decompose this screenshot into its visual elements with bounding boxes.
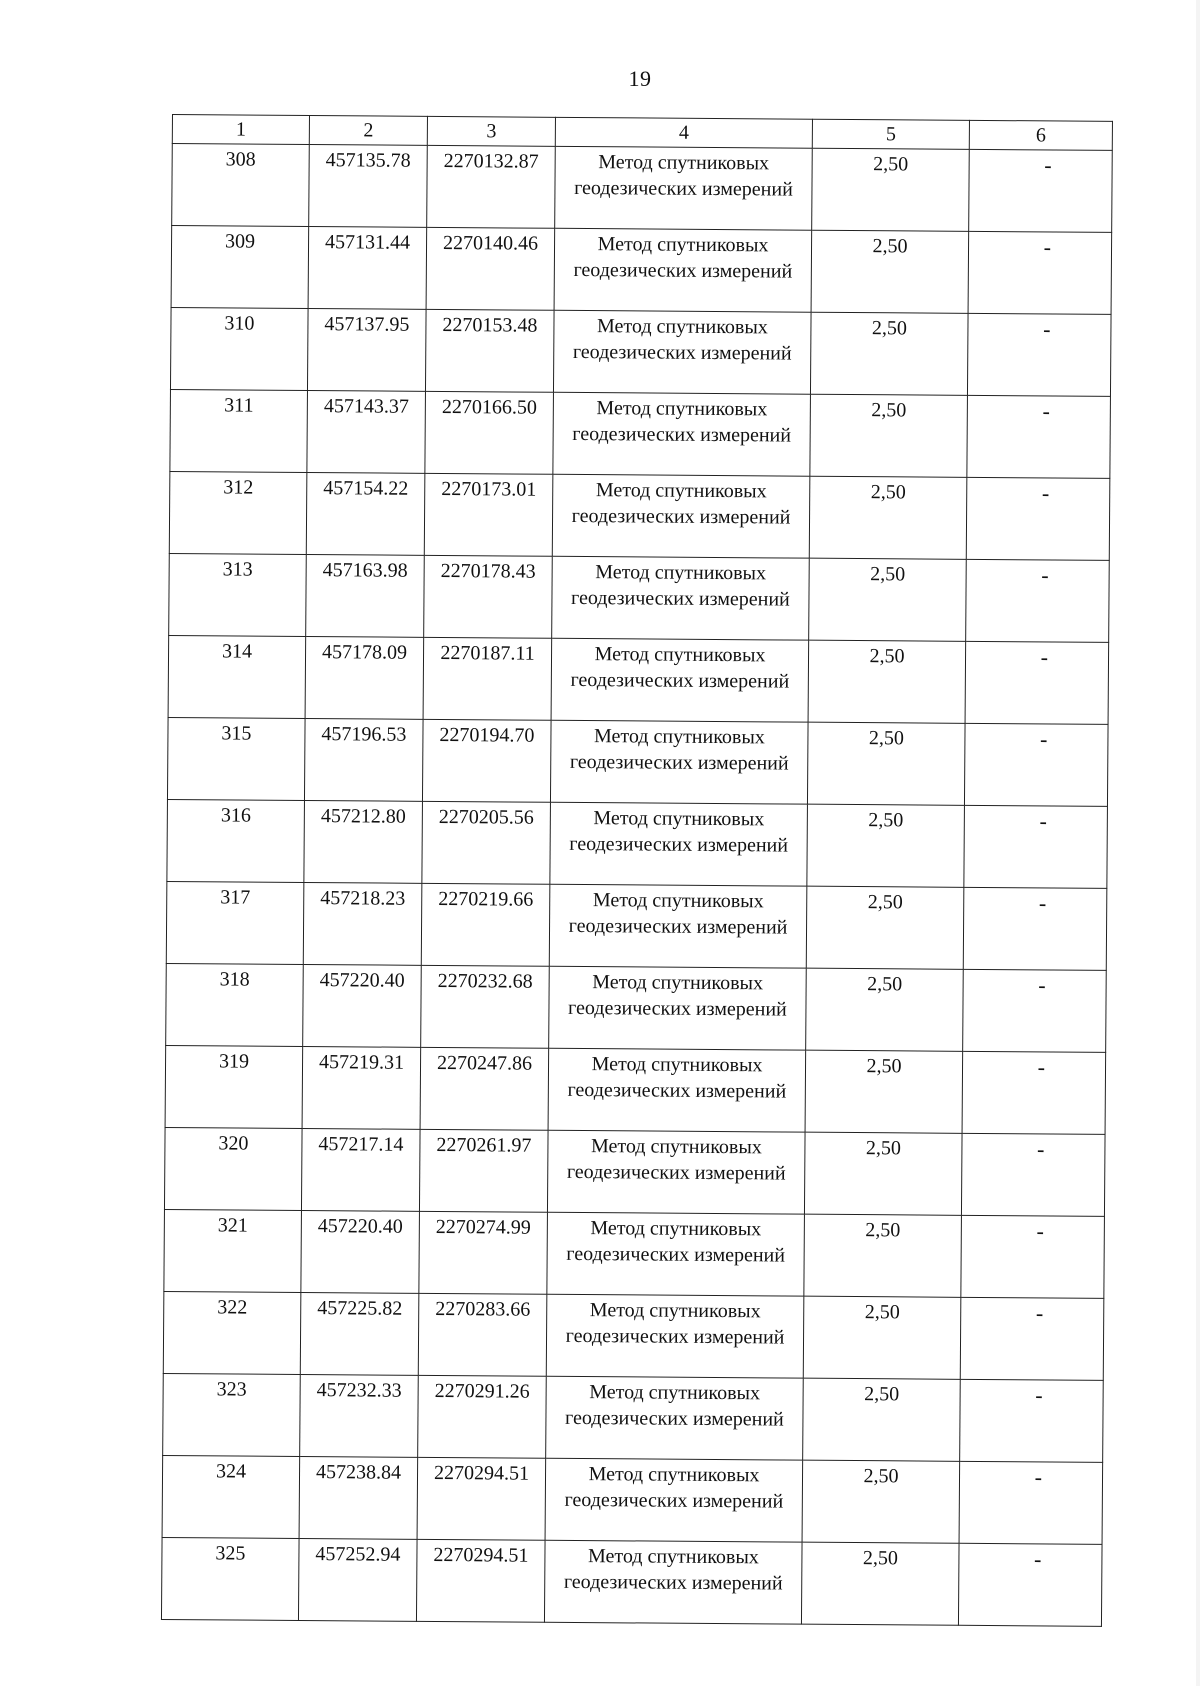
note-cell: - <box>964 805 1108 888</box>
table-row <box>166 963 1107 1052</box>
point-number-cell: 312 <box>169 471 307 554</box>
table-body <box>161 144 1112 1627</box>
note-cell: - <box>964 723 1108 806</box>
point-number-cell: 315 <box>167 717 305 800</box>
point-number-cell: 319 <box>165 1045 303 1128</box>
note-cell: - <box>967 313 1111 396</box>
note-cell: - <box>966 559 1110 642</box>
x-coordinate-cell: 457232.33 <box>300 1374 419 1457</box>
page-number: 19 <box>628 66 652 91</box>
point-number-cell: 309 <box>171 226 309 309</box>
note-cell: - <box>960 1379 1104 1462</box>
x-coordinate-cell: 457163.98 <box>306 554 425 637</box>
point-number-cell: 310 <box>170 307 308 390</box>
note-cell: - <box>968 231 1112 314</box>
point-number-cell: 325 <box>161 1537 299 1620</box>
method-cell: Метод спутниковых геодезических измерений <box>550 720 808 804</box>
point-number-cell: 324 <box>162 1455 300 1538</box>
point-number-cell: 317 <box>166 881 304 964</box>
point-number-cell: 311 <box>170 389 308 472</box>
y-coordinate-cell: 2270140.46 <box>426 227 555 310</box>
table-row <box>162 1455 1103 1544</box>
table-row <box>168 635 1109 724</box>
method-cell: Метод спутниковых геодезических измерений <box>549 884 807 968</box>
note-cell: - <box>963 887 1107 970</box>
table-row <box>170 389 1111 478</box>
table-row <box>169 553 1110 642</box>
x-coordinate-cell: 457220.40 <box>303 964 422 1047</box>
x-coordinate-cell: 457135.78 <box>309 145 428 228</box>
accuracy-cell: 2,50 <box>802 1460 960 1543</box>
y-coordinate-cell: 2270261.97 <box>419 1129 548 1212</box>
method-cell: Метод спутниковых геодезических измерений <box>547 1130 805 1214</box>
x-coordinate-cell: 457219.31 <box>302 1046 421 1129</box>
table-row <box>169 471 1110 560</box>
note-cell: - <box>961 1133 1105 1216</box>
note-cell: - <box>962 1051 1106 1134</box>
y-coordinate-cell: 2270283.66 <box>418 1293 547 1376</box>
x-coordinate-cell: 457252.94 <box>298 1538 417 1621</box>
note-cell: - <box>965 641 1109 724</box>
y-coordinate-cell: 2270205.56 <box>422 801 551 884</box>
x-coordinate-cell: 457220.40 <box>301 1210 420 1293</box>
x-coordinate-cell: 457178.09 <box>305 636 424 719</box>
method-cell: Метод спутниковых геодезических измерений <box>547 1212 805 1296</box>
method-cell: Метод спутниковых геодезических измерений <box>548 1048 806 1132</box>
table-row <box>161 1537 1102 1626</box>
method-cell: Метод спутниковых геодезических измерений <box>550 802 808 886</box>
x-coordinate-cell: 457212.80 <box>304 800 423 883</box>
y-coordinate-cell: 2270166.50 <box>425 391 554 474</box>
accuracy-cell: 2,50 <box>809 558 967 641</box>
y-coordinate-cell: 2270232.68 <box>421 965 550 1048</box>
coordinates-table-container <box>161 114 1112 1627</box>
column-header-6: 6 <box>969 120 1112 150</box>
x-coordinate-cell: 457225.82 <box>300 1292 419 1375</box>
x-coordinate-cell: 457154.22 <box>306 472 425 555</box>
table-row <box>172 144 1113 233</box>
point-number-cell: 320 <box>164 1127 302 1210</box>
method-cell: Метод спутниковых геодезических измерений <box>553 310 811 394</box>
y-coordinate-cell: 2270153.48 <box>425 309 554 392</box>
accuracy-cell: 2,50 <box>804 1214 962 1297</box>
table-row <box>164 1127 1105 1216</box>
accuracy-cell: 2,50 <box>809 476 967 559</box>
table-row <box>167 717 1108 806</box>
accuracy-cell: 2,50 <box>812 148 970 231</box>
method-cell: Метод спутниковых геодезических измерений <box>552 474 810 558</box>
note-cell: - <box>967 395 1111 478</box>
accuracy-cell: 2,50 <box>803 1378 961 1461</box>
table-row <box>165 1045 1106 1134</box>
y-coordinate-cell: 2270274.99 <box>419 1211 548 1294</box>
x-coordinate-cell: 457143.37 <box>307 391 426 474</box>
table-row <box>167 799 1108 888</box>
accuracy-cell: 2,50 <box>803 1296 961 1379</box>
note-cell: - <box>969 149 1113 232</box>
point-number-cell: 321 <box>164 1209 302 1292</box>
accuracy-cell: 2,50 <box>805 1050 963 1133</box>
y-coordinate-cell: 2270294.51 <box>416 1539 545 1622</box>
y-coordinate-cell: 2270187.11 <box>423 637 552 720</box>
note-cell: - <box>958 1543 1102 1626</box>
accuracy-cell: 2,50 <box>806 886 964 969</box>
point-number-cell: 308 <box>172 144 310 227</box>
table-row <box>166 881 1107 970</box>
point-number-cell: 322 <box>163 1291 301 1374</box>
y-coordinate-cell: 2270219.66 <box>421 883 550 966</box>
note-cell: - <box>961 1215 1105 1298</box>
x-coordinate-cell: 457137.95 <box>307 309 426 392</box>
coordinates-table <box>161 114 1113 1627</box>
column-header-2: 2 <box>309 116 427 146</box>
x-coordinate-cell: 457217.14 <box>301 1128 420 1211</box>
table-row <box>163 1291 1104 1380</box>
method-cell: Метод спутниковых геодезических измерений <box>544 1540 802 1624</box>
point-number-cell: 314 <box>168 635 306 718</box>
table-row <box>171 226 1112 315</box>
note-cell: - <box>966 477 1110 560</box>
method-cell: Метод спутниковых геодезических измерений <box>552 556 810 640</box>
accuracy-cell: 2,50 <box>810 394 968 477</box>
accuracy-cell: 2,50 <box>807 804 965 887</box>
accuracy-cell: 2,50 <box>807 722 965 805</box>
method-cell: Метод спутниковых геодезических измерений <box>553 392 811 476</box>
accuracy-cell: 2,50 <box>811 230 969 313</box>
point-number-cell: 316 <box>167 799 305 882</box>
y-coordinate-cell: 2270173.01 <box>424 473 553 556</box>
accuracy-cell: 2,50 <box>804 1132 962 1215</box>
y-coordinate-cell: 2270132.87 <box>427 145 556 228</box>
method-cell: Метод спутниковых геодезических измерений <box>555 146 813 230</box>
column-header-5: 5 <box>812 119 969 149</box>
table-row <box>163 1373 1104 1462</box>
x-coordinate-cell: 457131.44 <box>308 227 427 310</box>
y-coordinate-cell: 2270291.26 <box>418 1375 547 1458</box>
y-coordinate-cell: 2270294.51 <box>417 1457 546 1540</box>
point-number-cell: 318 <box>166 963 304 1046</box>
note-cell: - <box>960 1297 1104 1380</box>
point-number-cell: 313 <box>169 553 307 636</box>
accuracy-cell: 2,50 <box>801 1542 959 1625</box>
method-cell: Метод спутниковых геодезических измерений <box>554 228 812 312</box>
x-coordinate-cell: 457218.23 <box>303 882 422 965</box>
column-header-3: 3 <box>427 116 555 146</box>
note-cell: - <box>963 969 1107 1052</box>
table-row <box>164 1209 1105 1298</box>
note-cell: - <box>959 1461 1103 1544</box>
table-row <box>170 307 1111 396</box>
accuracy-cell: 2,50 <box>808 640 966 723</box>
method-cell: Метод спутниковых геодезических измерений <box>546 1294 804 1378</box>
y-coordinate-cell: 2270247.86 <box>420 1047 549 1130</box>
scan-edge <box>1196 0 1200 1686</box>
method-cell: Метод спутниковых геодезических измерений <box>549 966 807 1050</box>
x-coordinate-cell: 457196.53 <box>304 718 423 801</box>
method-cell: Метод спутниковых геодезических измерений <box>551 638 809 722</box>
column-header-4: 4 <box>555 117 812 148</box>
y-coordinate-cell: 2270194.70 <box>422 719 551 802</box>
accuracy-cell: 2,50 <box>810 312 968 395</box>
y-coordinate-cell: 2270178.43 <box>424 555 553 638</box>
accuracy-cell: 2,50 <box>806 968 964 1051</box>
x-coordinate-cell: 457238.84 <box>299 1456 418 1539</box>
method-cell: Метод спутниковых геодезических измерений <box>545 1458 803 1542</box>
method-cell: Метод спутниковых геодезических измерений <box>546 1376 804 1460</box>
point-number-cell: 323 <box>163 1373 301 1456</box>
column-header-1: 1 <box>172 115 309 145</box>
